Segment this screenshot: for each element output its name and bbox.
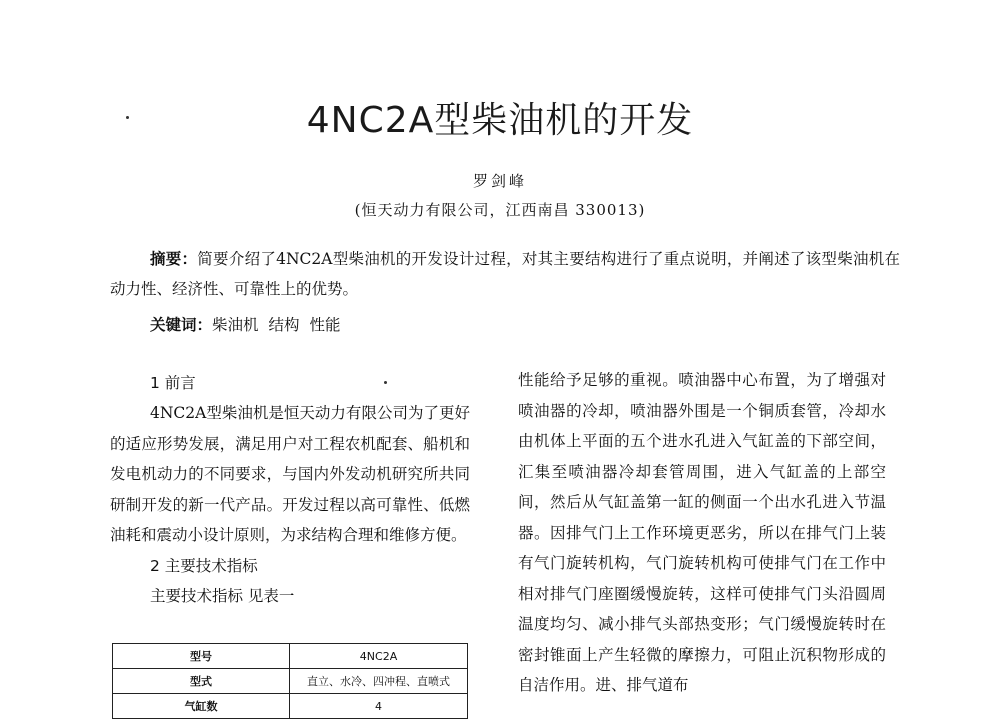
author-affiliation: (恒天动力有限公司，江西南昌 330013) — [354, 201, 646, 219]
keyword-item: 柴油机 — [212, 316, 259, 334]
section-body-intro: 4NC2A型柴油机是恒天动力有限公司为了更好的适应形势发展，满足用户对工程农机配套、船机和发电机动力的不同要求，与国内外发动机研究所共同研制开发的新一代产品。开发过程以高可靠性、低燃油耗和震动小设计原则，为求结构合理和维修方便。 — [110, 404, 470, 544]
table-reference: 主要技术指标 见表一 — [150, 586, 295, 605]
left-column — [110, 368, 470, 611]
table-cell-value: 4 — [290, 694, 468, 719]
author-name: 罗剑峰 — [472, 172, 527, 190]
abstract — [110, 244, 900, 304]
abstract-text: 简要介绍了4NC2A型柴油机的开发设计过程，对其主要结构进行了重点说明，并阐述了该型柴油机在动力性、经济性、可靠性上的优势。 — [110, 250, 900, 298]
table-row — [113, 694, 468, 719]
table-row — [113, 669, 468, 694]
keywords — [150, 310, 351, 340]
spec-table — [112, 643, 468, 719]
table-row — [113, 644, 468, 669]
table-cell-value: 4NC2A — [290, 644, 468, 669]
right-column-body: 性能给予足够的重视。喷油器中心布置，为了增强对喷油器的冷却，喷油器外围是一个铜质套管，冷却水由机体上平面的五个进水孔进入气缸盖的下部空间，汇集至喷油器冷却套管周围，进入气缸盖的上部空间，然后从气缸盖第一缸的侧面一个出水孔进入节温器。因排气门上工作环境更恶劣，所以在排气门上装有气门旋转机构，气门旋转机构可使排气门在工作中相对排气门座圈缓慢旋转，这样可使排气门头沿圆周温度均匀、减小排气头部热变形；气门缓慢旋转时在密封锥面上产生轻微的摩擦力，可阻止沉积物形成的自洁作用。进、排气道布 — [518, 371, 886, 694]
keyword-item: 结构 — [268, 316, 300, 334]
paper-title: 4NC2A型柴油机的开发 — [306, 100, 694, 141]
table-cell-key: 型式 — [113, 669, 290, 694]
keyword-item: 性能 — [309, 316, 341, 334]
table-cell-key: 型号 — [113, 644, 290, 669]
table-cell-key: 气缸数 — [113, 694, 290, 719]
right-column — [518, 365, 886, 701]
abstract-label: 摘要： — [150, 250, 198, 268]
table-cell-value: 直立、水冷、四冲程、直喷式 — [290, 669, 468, 694]
keywords-label: 关键词： — [150, 316, 213, 334]
section-heading-intro: 1 前言 — [150, 374, 196, 392]
section-heading-specs: 2 主要技术指标 — [150, 556, 258, 575]
